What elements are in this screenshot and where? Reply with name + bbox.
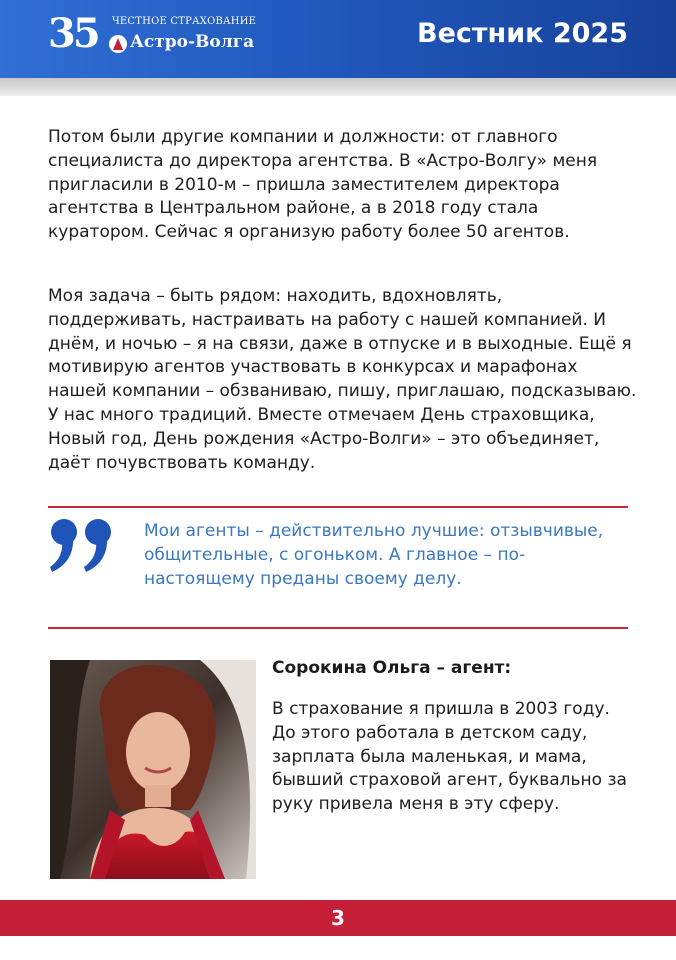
agent-story-text: В страхование я пришла в 2003 году. До этого работала в детском саду, зарплата была маленькая, и мама, бывший страховой агент, буквально за руку привела меня в эту сферу.	[272, 699, 627, 815]
pull-quote: Мои агенты – действительно лучшие: отзывчивые, общительные, с огоньком. А главное – по-настоящему преданы своему делу.	[144, 521, 604, 589]
article-paragraph: Моя задача – быть рядом: находить, вдохновлять, поддерживать, настраивать на работу с нашей компанией. И днём, и ночью – я на связи, даже в отпуске и в выходные. Ещё я мотивирую агентов участвовать в конкурсах и марафонах нашей компании – обзваниваю, пишу, приглашаю, подсказываю. У нас много традиций. Вместе отмечаем День страховщика, Новый год, День рождения «Астро-Волги» – это объединяет, даёт почувствовать команду.	[48, 286, 637, 473]
agent-name-heading: Сорокина Ольга – агент:	[272, 658, 512, 678]
quote-icon	[50, 518, 116, 574]
newsletter-title: Вестник 2025	[417, 18, 628, 49]
page-footer	[0, 900, 676, 936]
page-header	[0, 0, 676, 78]
logo-tagline: ЧЕСТНОЕ СТРАХОВАНИЕ	[112, 16, 257, 27]
logo-emblem-icon	[108, 34, 128, 54]
quote-divider-top	[48, 506, 628, 508]
logo-company-name: Астро-Волга	[130, 32, 255, 52]
article-paragraph: Потом были другие компании и должности: от главного специалиста до директора агентства. В «Астро-Волгу» меня пригласили в 2010-м – пришла заместителем директора агентства в Центральном районе, а в 2018 году стала куратором. Сейчас я организую работу более 50 агентов.	[48, 127, 598, 243]
quote-divider-bottom	[48, 627, 628, 629]
logo-anniversary-number: 35	[48, 10, 98, 57]
header-shadow-band	[0, 78, 676, 96]
agent-portrait-photo	[50, 660, 256, 879]
page-number: 3	[331, 906, 345, 930]
portrait-illustration	[50, 660, 256, 879]
